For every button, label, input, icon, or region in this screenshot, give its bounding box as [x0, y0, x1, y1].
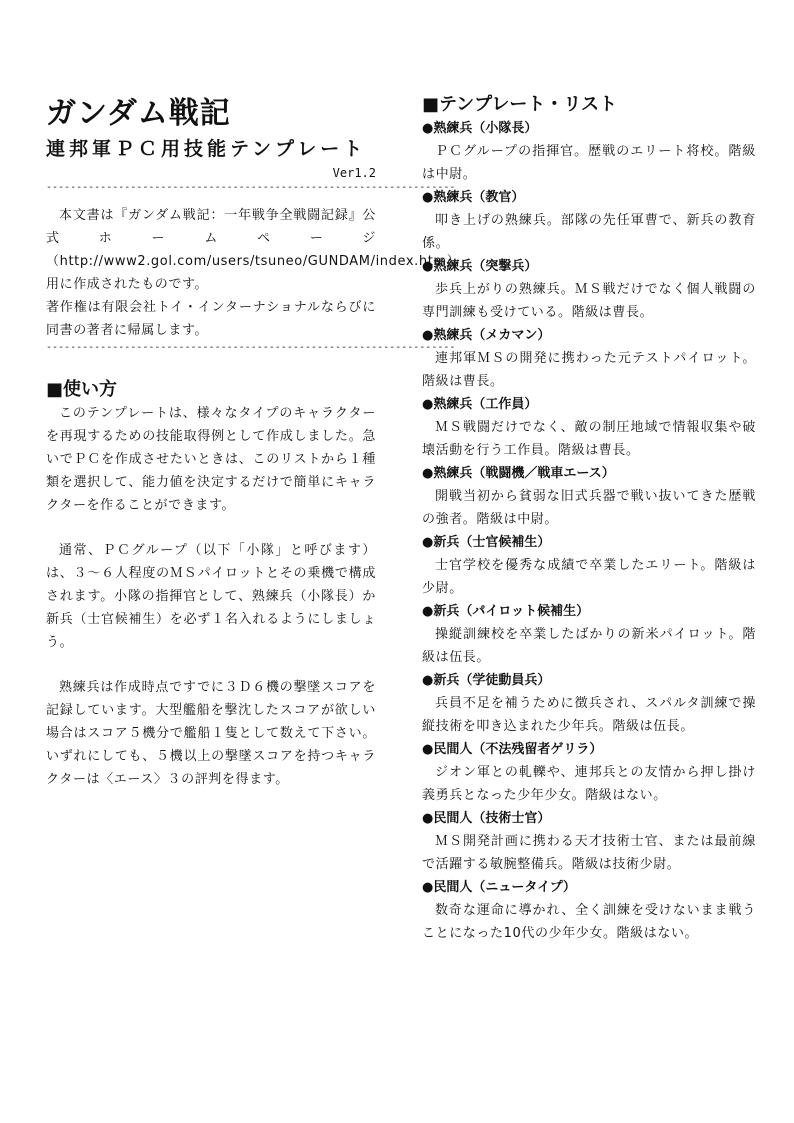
- template-description: 士官学校を優秀な成績で卒業したエリート。階級は少尉。: [422, 558, 756, 596]
- template-name: ●熟練兵（メカマン）: [422, 328, 551, 343]
- list-item: [422, 600, 756, 669]
- template-name: ●民間人（技術士官）: [422, 811, 551, 826]
- list-item: [422, 876, 756, 945]
- template-name: ●熟練兵（教官）: [422, 190, 525, 205]
- right-column: [422, 93, 756, 945]
- copyright-paragraph: 著作権は有限会社トイ・インターナショナルならびに同書の著者に帰属します。: [46, 300, 376, 338]
- intro-paragraph: 本文書は『ガンダム戦記：一年戦争全戦闘記録』公式ホームページ（http://www2.gol.com/users/tsuneo/GUNDAM/index.htm）用に作成されたものです。: [46, 208, 461, 292]
- template-name: ●新兵（学徒動員兵）: [422, 673, 551, 688]
- template-name: ●新兵（パイロット候補生）: [422, 604, 590, 619]
- template-list: [422, 117, 756, 945]
- page-title: ガンダム戦記: [46, 96, 231, 131]
- template-list-heading: ■テンプレート・リスト: [422, 94, 618, 115]
- list-item: [422, 669, 756, 738]
- template-description: 数奇な運命に導かれ、全く訓練を受けないまま戦うことになった10代の少年少女。階級はない。: [422, 903, 756, 941]
- template-name: ●熟練兵（工作員）: [422, 397, 538, 412]
- template-description: ジオン軍との軋轢や、連邦兵との友情から押し掛け義勇兵となった少年少女。階級はない。: [422, 765, 756, 803]
- template-description: 連邦軍ＭＳの開発に携わった元テストパイロット。階級は曹長。: [422, 351, 756, 389]
- template-description: ＰＣグループの指揮官。歴戦のエリート将校。階級は中尉。: [422, 144, 756, 182]
- list-item: [422, 393, 756, 462]
- template-name: ●熟練兵（小隊長）: [422, 121, 538, 136]
- left-column: [46, 96, 461, 791]
- list-item: [422, 255, 756, 324]
- template-description: 開戦当初から貧弱な旧式兵器で戦い抜いてきた歴戦の強者。階級は中尉。: [422, 489, 756, 527]
- list-item: [422, 531, 756, 600]
- list-item: [422, 738, 756, 807]
- list-item: [422, 324, 756, 393]
- template-name: ●熟練兵（突撃兵）: [422, 259, 538, 274]
- template-description: 操縦訓練校を卒業したばかりの新米パイロット。階級は伍長。: [422, 627, 756, 665]
- list-item: [422, 186, 756, 255]
- template-name: ●民間人（ニュータイプ）: [422, 880, 576, 895]
- divider-top: --------------------------------------------------------------------: [46, 182, 456, 193]
- usage-paragraph: 通常、ＰＣグループ（以下「小隊」と呼びます）は、３～６人程度のＭＳパイロットとその乗機で構成されます。小隊の指揮官として、熟練兵（小隊長）か新兵（士官候補生）を必ず１名入れるようにしましょう。: [46, 543, 376, 650]
- template-name: ●民間人（不法残留者ゲリラ）: [422, 742, 603, 757]
- usage-paragraph: 熟練兵は作成時点ですでに３Ｄ６機の撃墜スコアを記録しています。大型艦船を撃沈したスコアが欲しい場合はスコア５機分で艦船１隻として数えて下さい。いずれにしても、５機以上の撃墜スコアを持つキャラクターは〈エース〉３の評判を得ます。: [46, 680, 376, 787]
- divider-bottom: --------------------------------------------------------------------: [46, 342, 456, 353]
- template-name: ●熟練兵（戦闘機／戦車エース）: [422, 466, 615, 481]
- list-item: [422, 117, 756, 186]
- template-name: ●新兵（士官候補生）: [422, 535, 551, 550]
- template-description: 兵員不足を補うために徴兵され、スパルタ訓練で操縦技術を叩き込まれた少年兵。階級は伍長。: [422, 696, 756, 734]
- template-description: ＭＳ戦闘だけでなく、敵の制圧地域で情報収集や破壊活動を行う工作員。階級は曹長。: [422, 420, 756, 458]
- template-description: 歩兵上がりの熟練兵。ＭＳ戦だけでなく個人戦闘の専門訓練も受けている。階級は曹長。: [422, 282, 756, 320]
- page-subtitle: 連邦軍ＰＣ用技能テンプレート: [46, 138, 367, 160]
- list-item: [422, 807, 756, 876]
- list-item: [422, 462, 756, 531]
- usage-paragraph: このテンプレートは、様々なタイプのキャラクターを再現するための技能取得例として作成しました。急いでＰＣを作成させたいときは、このリストから１種類を選択して、能力値を決定するだけで簡単にキャラクターを作ることができます。: [46, 406, 376, 513]
- version-label: Ver1.2: [332, 166, 376, 180]
- template-description: 叩き上げの熟練兵。部隊の先任軍曹で、新兵の教育係。: [422, 213, 756, 251]
- usage-heading: ■使い方: [46, 379, 118, 400]
- template-description: ＭＳ開発計画に携わる天才技術士官、または最前線で活躍する敏腕整備兵。階級は技術少尉。: [422, 834, 756, 872]
